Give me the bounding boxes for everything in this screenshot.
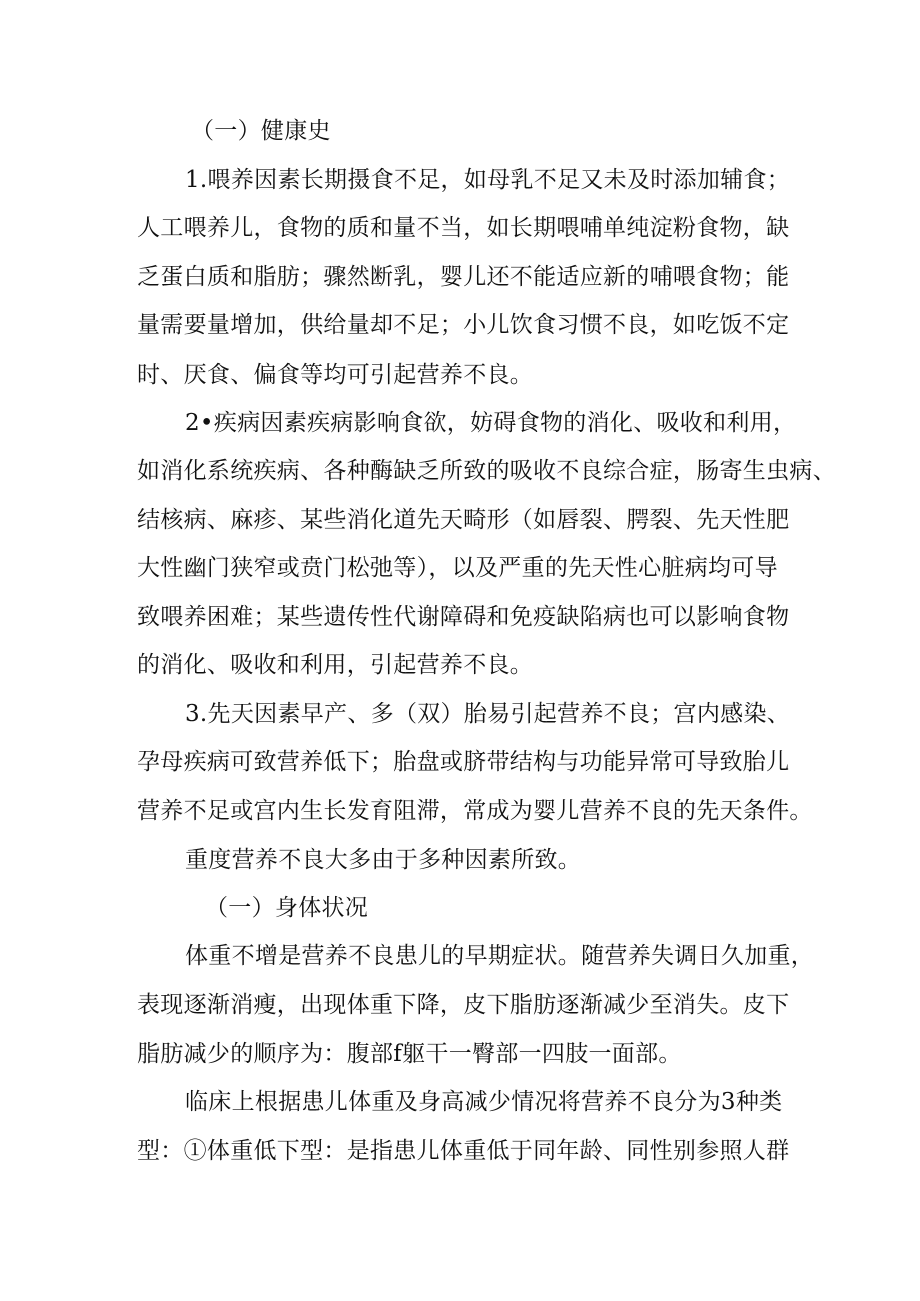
paragraph-line: 营养不足或宫内生长发育阻滞，常成为婴儿营养不良的先天条件。: [137, 798, 813, 824]
paragraph-line: 2•疾病因素疾病影响食欲，妨碍食物的消化、吸收和利用，: [185, 410, 797, 436]
paragraph-line: 结核病、麻疹、某些消化道先天畸形（如唇裂、腭裂、先天性肥: [137, 507, 790, 533]
paragraph-line: 量需要量增加，供给量却不足；小儿饮食习惯不良，如吃饭不定: [137, 312, 790, 338]
paragraph-line: 重度营养不良大多由于多种因素所致。: [185, 847, 582, 873]
paragraph-line: 型：①体重低下型：是指患儿体重低于同年龄、同性别参照人群: [137, 1138, 790, 1164]
paragraph-line: 致喂养困难；某些遗传性代谢障碍和免疫缺陷病也可以影响食物: [137, 604, 790, 630]
paragraph-line: 表现逐渐消瘦，出现体重下降，皮下脂肪逐渐减少至消失。皮下: [137, 992, 790, 1018]
paragraph-line: 时、厌食、偏食等均可引起营养不良。: [137, 362, 534, 388]
paragraph-line: 体重不增是营养不良患儿的早期症状。随营养失调日久加重，: [185, 943, 815, 969]
paragraph-line: 临床上根据患儿体重及身高减少情况将营养不良分为3种类: [185, 1089, 783, 1115]
paragraph-line: 1.喂养因素长期摄食不足，如母乳不足又未及时添加辅食；: [185, 167, 791, 193]
section-heading-physical-condition: （一）身体状况: [205, 895, 369, 921]
paragraph-line: 脂肪减少的顺序为：腹部f躯干一臀部一四肢一面部。: [137, 1041, 682, 1067]
paragraph-line: 的消化、吸收和利用，引起营养不良。: [137, 652, 534, 678]
paragraph-line: 乏蛋白质和脂肪；骤然断乳，婴儿还不能适应新的哺喂食物；能: [137, 264, 790, 290]
paragraph-line: 3.先天因素早产、多（双）胎易引起营养不良；宫内感染、: [185, 701, 791, 727]
section-heading-health-history: （一）健康史: [191, 118, 331, 144]
paragraph-line: 大性幽门狭窄或贲门松弛等），以及严重的先天性心脏病均可导: [137, 555, 778, 581]
paragraph-line: 人工喂养儿，食物的质和量不当，如长期喂哺单纯淀粉食物，缺: [137, 215, 790, 241]
paragraph-line: 孕母疾病可致营养低下；胎盘或脐带结构与功能异常可导致胎儿: [137, 749, 790, 775]
paragraph-line: 如消化系统疾病、各种酶缺乏所致的吸收不良综合症，肠寄生虫病、: [137, 458, 836, 484]
